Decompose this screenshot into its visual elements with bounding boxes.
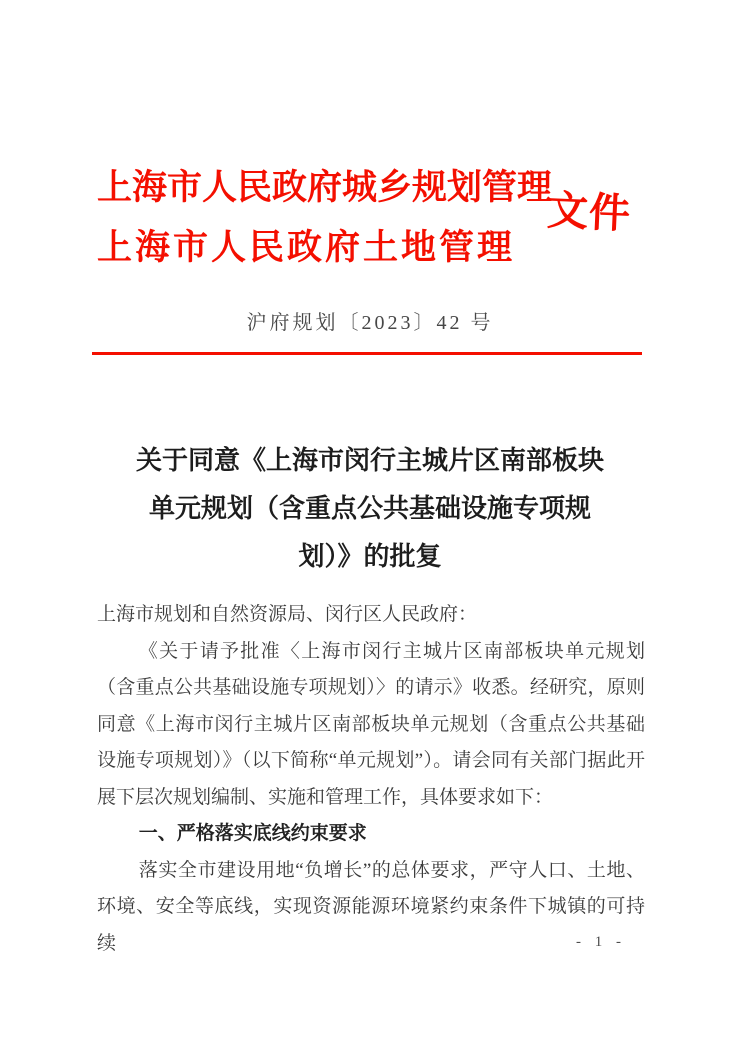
title-line-3: 划）》的批复 <box>298 542 442 571</box>
agency-name-line-1: 上海市人民政府城乡规划管理 <box>97 168 553 207</box>
document-type-label: 文件 <box>546 187 632 237</box>
body-paragraph-1: 《关于请予批准〈上海市闵行主城片区南部板块单元规划（含重点公共基础设施专项规划）〉的请示》收悉。经研究，原则同意《上海市闵行主城片区南部板块单元规划（含重点公共基础设施专项规划）》（以下简称“单元规划”）。请会同有关部门据此开展下层次规划编制、实施和管理工作，具体要求如下： <box>97 640 645 808</box>
title-line-2: 单元规划（含重点公共基础设施专项规 <box>148 494 591 523</box>
document-number: 沪府规划〔2023〕42 号 <box>246 312 494 334</box>
document-body <box>97 597 645 962</box>
document-title <box>95 437 645 581</box>
page-number: - 1 - <box>576 934 626 950</box>
body-paragraph-2: 落实全市建设用地“负增长”的总体要求，严守人口、土地、环境、安全等底线，实现资源能源环境紧约束条件下城镇的可持续 <box>97 859 645 954</box>
agency-name-line-2: 上海市人民政府土地管理 <box>97 228 512 267</box>
section-heading-1: 一、严格落实底线约束要求 <box>138 823 367 844</box>
red-divider-line <box>92 352 642 355</box>
title-line-1: 关于同意《上海市闵行主城片区南部板块 <box>135 446 604 475</box>
issuing-agency-letterhead <box>97 158 553 278</box>
salutation-line: 上海市规划和自然资源局、闵行区人民政府： <box>97 604 478 625</box>
